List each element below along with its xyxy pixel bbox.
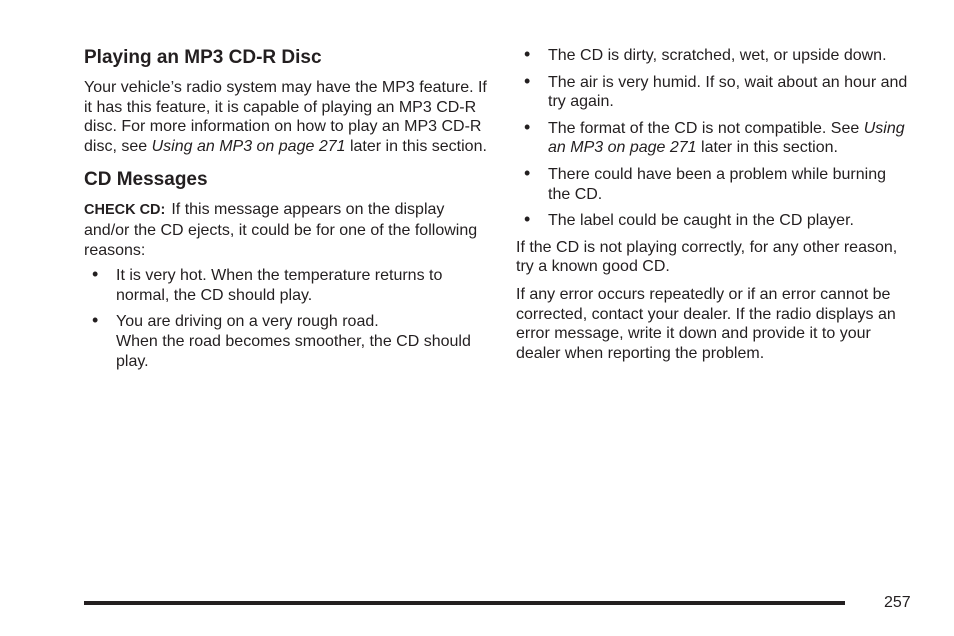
- bullet-icon: •: [524, 162, 531, 183]
- heading-cd-messages: CD Messages: [84, 169, 208, 191]
- bullet-icon: •: [524, 70, 531, 91]
- list-item: • The air is very humid. If so, wait about an hour and try again.: [524, 70, 908, 111]
- right-column: [516, 46, 908, 363]
- bullet-icon: •: [524, 116, 531, 137]
- check-cd-text: If this message appears on the display and/or the CD ejects, it could be for one of the following reasons:: [84, 201, 478, 259]
- list-item: • The label could be caught in the CD player.: [524, 209, 854, 230]
- bullet-icon: •: [92, 264, 99, 285]
- bullet-icon: •: [524, 209, 531, 230]
- heading-playing-mp3: Playing an MP3 CD-R Disc: [84, 47, 322, 68]
- reasons-list-left: [84, 266, 492, 371]
- cross-reference-using-mp3: Using an MP3 on page 271: [151, 137, 346, 155]
- footer-rule: [84, 601, 845, 605]
- paragraph-check-cd: [84, 200, 492, 260]
- list-item: • It is very hot. When the temperature returns to normal, the CD should play.: [92, 264, 443, 304]
- cross-reference-using-mp3: Using an MP3 on page 271: [548, 119, 905, 157]
- paragraph-contact-dealer: If any error occurs repeatedly or if an error cannot be corrected, contact your dealer. If the radio displays an error message, write it down and provide it to your dealer when reporting the problem.: [516, 285, 896, 362]
- reasons-list-right: [516, 46, 908, 231]
- left-column: [84, 46, 492, 378]
- page-number: 257: [884, 594, 911, 611]
- paragraph-try-known-good-cd: If the CD is not playing correctly, for any other reason, try a known good CD.: [516, 238, 898, 276]
- check-cd-label: CHECK CD:: [84, 202, 166, 219]
- list-item: • The CD is dirty, scratched, wet, or upside down.: [524, 44, 887, 64]
- list-item: • There could have been a problem while burning the CD.: [524, 162, 886, 203]
- list-item: • You are driving on a very rough road. When the road becomes smoother, the CD should play.: [92, 310, 471, 370]
- bullet-icon: •: [92, 310, 99, 331]
- mp3-intro-text: Your vehicle’s radio system may have the MP3 feature. If it has this feature, it is capable of playing an MP3 CD-R disc. For more information on how to play an MP3 CD-R disc, see: [84, 79, 487, 155]
- bullet-icon: •: [524, 44, 531, 64]
- mp3-intro-tail: later in this section.: [345, 137, 487, 155]
- paragraph-mp3-intro: [84, 78, 492, 156]
- list-item: • The format of the CD is not compatible. See Using an MP3 on page 271 later in this section.: [524, 116, 905, 157]
